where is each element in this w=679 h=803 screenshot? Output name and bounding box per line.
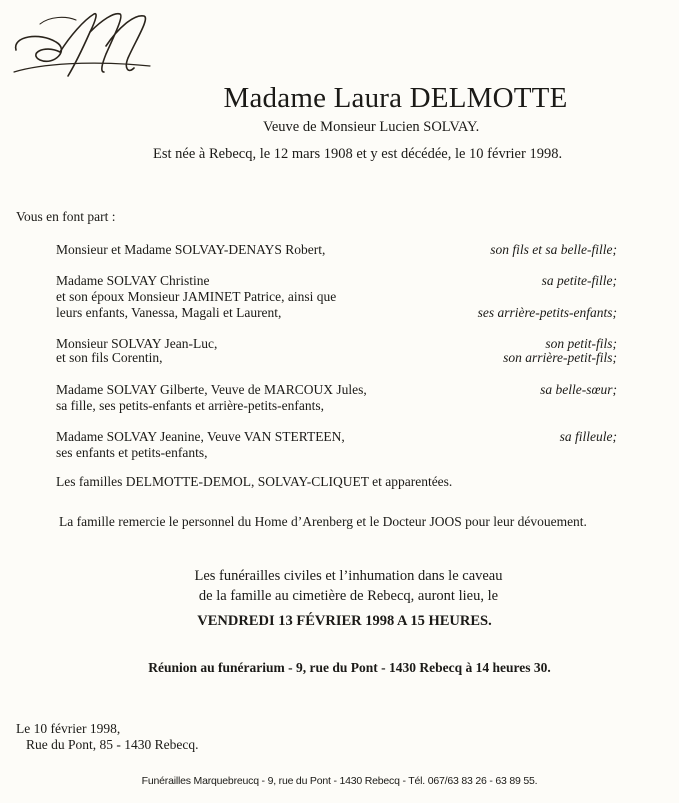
footer-funeral-home: Funérailles Marquebreucq - 9, rue du Pont - 1430 Rebecq - Tél. 067/63 83 26 - 63 89 55. bbox=[141, 775, 538, 787]
monogram-logo bbox=[10, 6, 155, 86]
family-line: Madame SOLVAY Jeanine, Veuve VAN STERTEEN, bbox=[56, 429, 345, 444]
family-line: ses enfants et petits-enfants, bbox=[56, 445, 208, 460]
family-relation: son petit-fils; bbox=[545, 336, 617, 351]
funeral-date: VENDREDI 13 FÉVRIER 1998 A 15 HEURES. bbox=[197, 613, 492, 629]
family-line: Monsieur SOLVAY Jean-Luc, bbox=[56, 336, 218, 351]
thanks-line: La famille remercie le personnel du Home d’Arenberg et le Docteur JOOS pour leur dévouement. bbox=[59, 514, 587, 529]
families-line: Les familles DELMOTTE-DEMOL, SOLVAY-CLIQUET et apparentées. bbox=[56, 474, 453, 489]
family-relation: ses arrière-petits-enfants; bbox=[477, 305, 617, 320]
family-line: et son époux Monsieur JAMINET Patrice, ainsi que bbox=[56, 289, 337, 304]
funeral-meeting: Réunion au funérarium - 9, rue du Pont - 1430 Rebecq à 14 heures 30. bbox=[148, 660, 551, 675]
family-line: Madame SOLVAY Gilberte, Veuve de MARCOUX Jules, bbox=[56, 382, 367, 397]
birth-death-line: Est née à Rebecq, le 12 mars 1908 et y est décédée, le 10 février 1998. bbox=[153, 146, 563, 162]
family-line: et son fils Corentin, bbox=[56, 350, 163, 365]
widow-line: Veuve de Monsieur Lucien SOLVAY. bbox=[263, 119, 480, 135]
family-relation: sa petite-fille; bbox=[541, 273, 617, 288]
family-relation: sa belle-sœur; bbox=[540, 382, 617, 397]
family-relation: son fils et sa belle-fille; bbox=[490, 242, 617, 257]
family-relation: sa filleule; bbox=[559, 429, 617, 444]
family-line: Madame SOLVAY Christine bbox=[56, 273, 210, 288]
funeral-line-1: Les funérailles civiles et l’inhumation dans le caveau bbox=[194, 568, 503, 584]
family-relation: son arrière-petit-fils; bbox=[503, 350, 617, 365]
signature-date: Le 10 février 1998, bbox=[16, 721, 121, 736]
signature-address: Rue du Pont, 85 - 1430 Rebecq. bbox=[26, 737, 199, 752]
deceased-name: Madame Laura DELMOTTE bbox=[223, 82, 568, 114]
family-line: Monsieur et Madame SOLVAY-DENAYS Robert, bbox=[56, 242, 326, 257]
family-line: leurs enfants, Vanessa, Magali et Laurent, bbox=[56, 305, 282, 320]
funeral-line-2: de la famille au cimetière de Rebecq, auront lieu, le bbox=[198, 588, 499, 604]
intro-text: Vous en font part : bbox=[16, 209, 116, 224]
family-line: sa fille, ses petits-enfants et arrière-petits-enfants, bbox=[56, 398, 325, 413]
